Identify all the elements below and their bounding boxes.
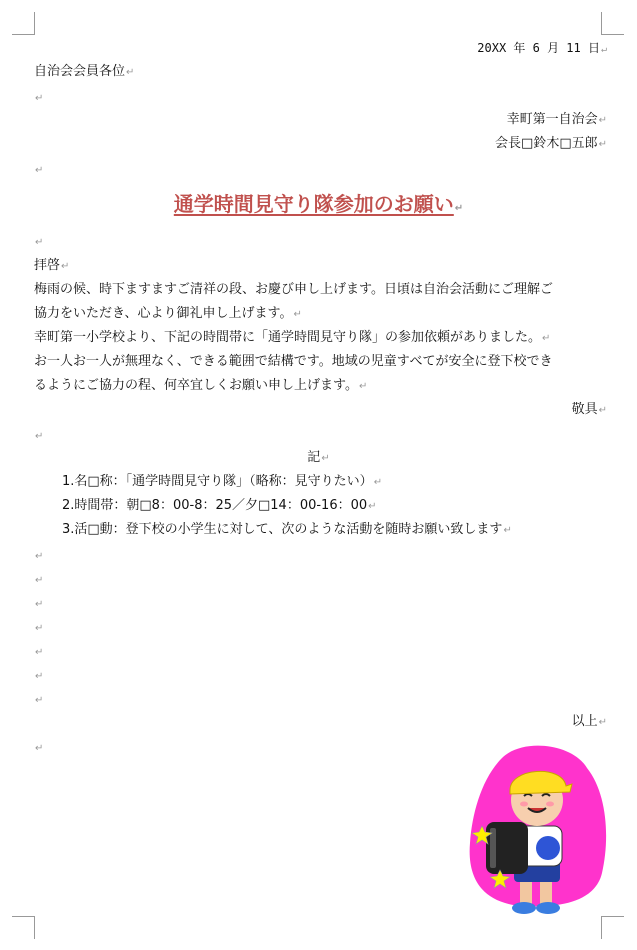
- schoolchild-clipart: [462, 738, 612, 918]
- empty-paragraph: [34, 426, 43, 447]
- crop-mark-top-left: [12, 12, 35, 35]
- paragraph-mark: ↵: [600, 44, 607, 55]
- ki-line: 記↵: [307, 450, 330, 465]
- paragraph-mark: ↵: [35, 93, 44, 104]
- paragraph-mark: ↵: [503, 525, 512, 536]
- crop-mark-top-right: [601, 12, 624, 35]
- paragraph-mark: ↵: [35, 671, 44, 682]
- body-line: お一人お一人が無理なく、できる範囲で結構です。地域の児童すべてが安全に登下校でき: [34, 354, 553, 369]
- body-line: 梅雨の候、時下ますますご清祥の段、お慶び申し上げます。日頃は自治会活動にご理解ご: [34, 282, 553, 297]
- empty-paragraph: [34, 160, 43, 181]
- paragraph-mark: ↵: [35, 647, 44, 658]
- sender-org-line: 幸町第一自治会↵: [506, 112, 607, 127]
- paragraph-mark: ↵: [542, 333, 551, 344]
- empty-paragraph: [34, 570, 43, 591]
- paragraph-mark: ↵: [35, 237, 44, 248]
- empty-paragraph: [34, 666, 43, 687]
- paragraph-mark: ↵: [35, 575, 44, 586]
- paragraph-mark: ↵: [35, 431, 44, 442]
- empty-paragraph: [34, 232, 43, 253]
- date-line: 20XX 年 6 月 11 日↵: [477, 41, 607, 55]
- empty-paragraph: [34, 738, 43, 759]
- closing-line: 敬具↵: [571, 402, 607, 417]
- sender-name-line: 会長□鈴木□五郎↵: [495, 136, 607, 151]
- empty-paragraph: [34, 546, 43, 567]
- paragraph-mark: ↵: [321, 453, 330, 464]
- item-line: 2.時間帯：朝□8：00-8：25／夕□14：00-16：00↵: [62, 498, 377, 513]
- item-line: 3.活□動：登下校の小学生に対して、次のような活動を随時お願い致します↵: [62, 522, 512, 537]
- empty-paragraph: [34, 618, 43, 639]
- empty-paragraph: [34, 594, 43, 615]
- recipient-line: 自治会会員各位↵: [34, 64, 135, 79]
- paragraph-mark: ↵: [35, 743, 44, 754]
- paragraph-mark: ↵: [598, 405, 607, 416]
- body-line: 協力をいただき、心より御礼申し上げます。↵: [34, 306, 302, 321]
- paragraph-mark: ↵: [35, 695, 44, 706]
- end-line: 以上↵: [571, 714, 607, 729]
- document-title: 通学時間見守り隊参加のお願い↵: [173, 192, 464, 216]
- paragraph-mark: ↵: [598, 115, 607, 126]
- paragraph-mark: ↵: [293, 309, 302, 320]
- empty-paragraph: [34, 690, 43, 711]
- paragraph-mark: ↵: [598, 139, 607, 150]
- paragraph-mark: ↵: [35, 599, 44, 610]
- paragraph-mark: ↵: [35, 623, 44, 634]
- paragraph-mark: ↵: [358, 381, 368, 392]
- empty-paragraph: [34, 642, 43, 663]
- body-line: るようにご協力の程、何卒宜しくお願い申し上げます。↵: [34, 378, 368, 393]
- crop-mark-bottom-left: [12, 916, 35, 939]
- paragraph-mark: ↵: [35, 165, 44, 176]
- body-line: 幸町第一小学校より、下記の時間帯に「通学時間見守り隊」の参加依頼がありました。↵: [34, 330, 551, 345]
- crop-mark-bottom-right: [601, 916, 624, 939]
- paragraph-mark: ↵: [373, 477, 383, 488]
- empty-paragraph: [34, 88, 43, 109]
- paragraph-mark: ↵: [35, 551, 44, 562]
- item-line: 1.名□称：「通学時間見守り隊」（略称：見守りたい）↵: [62, 474, 383, 489]
- schoolchild-illustration: [462, 738, 612, 918]
- paragraph-mark: ↵: [126, 67, 135, 78]
- paragraph-mark: ↵: [368, 501, 377, 512]
- paragraph-mark: ↵: [454, 203, 464, 214]
- paragraph-mark: ↵: [61, 261, 70, 272]
- greeting-line: 拝啓↵: [34, 258, 70, 273]
- paragraph-mark: ↵: [598, 717, 607, 728]
